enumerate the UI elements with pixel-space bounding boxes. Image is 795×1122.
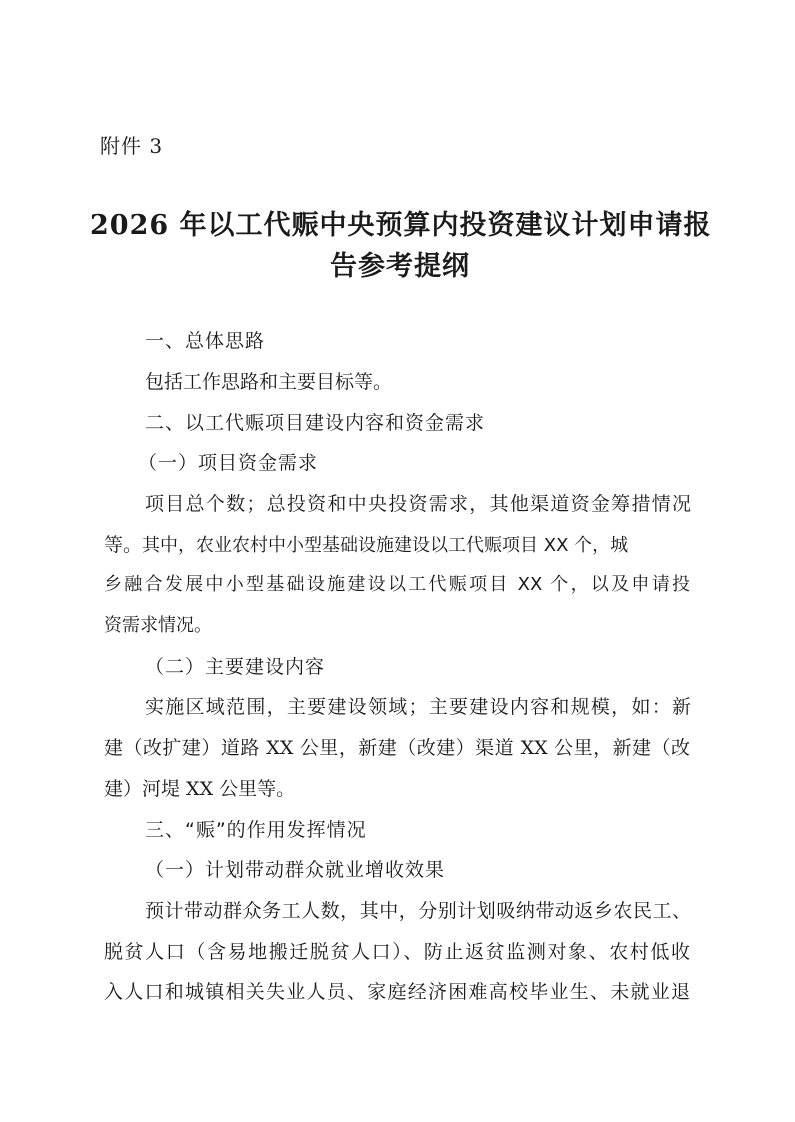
- section-1-heading: 一、总体思路: [145, 330, 266, 352]
- paragraph-line-mixed: [104, 533, 690, 558]
- paragraph-line: 实施区域范围，主要建设领域；主要建设内容和规模，如：新: [145, 696, 691, 718]
- section-2-subheading-1: （一）项目资金需求: [138, 452, 319, 474]
- document-title-line-2: 告参考提纲: [330, 251, 470, 282]
- paragraph-line: 项目总个数；总投资和中央投资需求，其他渠道资金筹措情况: [145, 493, 691, 515]
- paragraph-fragment-bold: 其中，农业农村中小型基础设施建设以工代赈项目 XX 个，城: [142, 535, 629, 556]
- paragraph-line: 建（改扩建）道路 XX 公里，新建（改建）渠道 XX 公里，新建（改: [104, 737, 690, 759]
- section-1-body: 包括工作思路和主要目标等。: [145, 371, 393, 393]
- paragraph-fragment: 等。: [104, 534, 143, 556]
- paragraph-line: 乡融合发展中小型基础设施建设以工代赈项目 XX 个，以及申请投: [104, 574, 690, 595]
- attachment-label: 附件 3: [100, 134, 164, 158]
- paragraph-line: 资需求情况。: [104, 615, 212, 636]
- section-3-subheading-1: （一）计划带动群众就业增收效果: [145, 859, 446, 881]
- paragraph-line: 脱贫人口（含易地搬迁脱贫人口）、防止返贫监测对象、农村低收: [104, 941, 690, 963]
- section-2-subheading-2: （二）主要建设内容: [145, 656, 326, 678]
- paragraph-line: 建）河堤 XX 公里等。: [104, 778, 296, 800]
- paragraph-line: 预计带动群众务工人数，其中，分别计划吸纳带动返乡农民工、: [145, 900, 691, 922]
- document-title-line-1: 2026 年以工代赈中央预算内投资建议计划申请报: [90, 210, 712, 241]
- paragraph-line: 入人口和城镇相关失业人员、家庭经济困难高校毕业生、未就业退: [104, 981, 690, 1003]
- section-3-heading: 三、“赈”的作用发挥情况: [145, 819, 367, 841]
- section-2-heading: 二、以工代赈项目建设内容和资金需求: [145, 412, 486, 434]
